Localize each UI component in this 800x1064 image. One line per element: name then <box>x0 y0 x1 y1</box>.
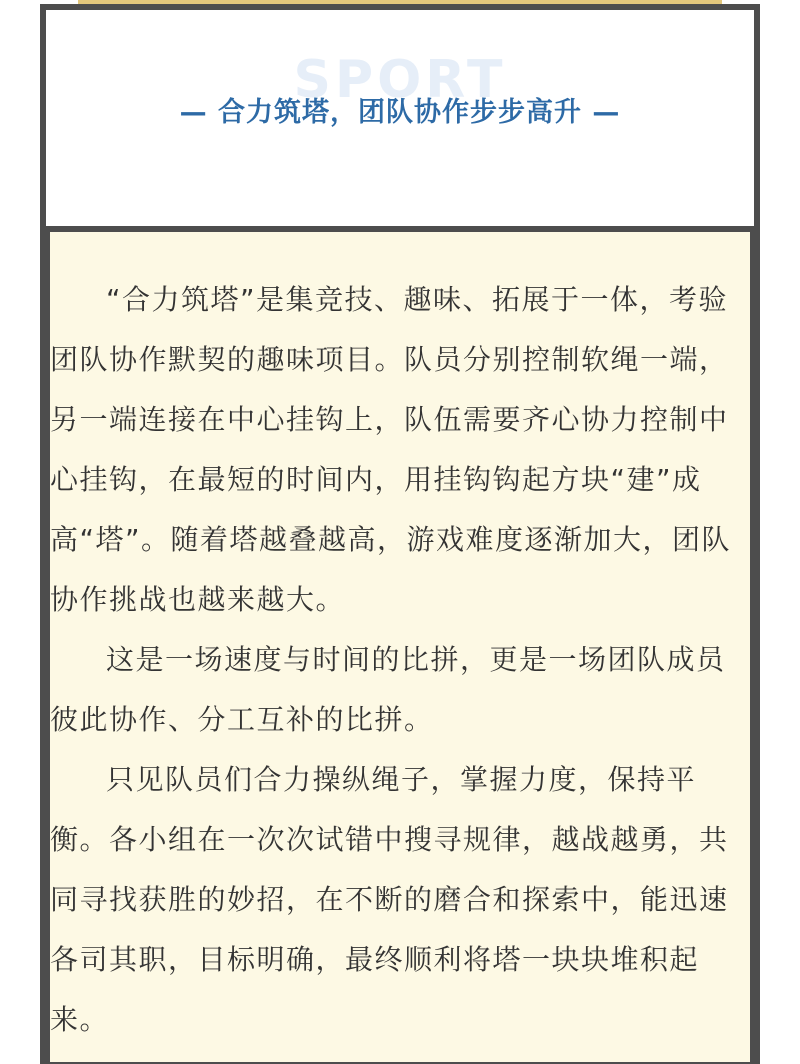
paragraph-2: 这是一场速度与时间的比拼，更是一场团队成员彼此协作、分工互补的比拼。 <box>50 643 726 736</box>
paragraph-1: “合力筑塔”是集竞技、趣味、拓展于一体，考验团队协作默契的趣味项目。队员分别控制软绳一端，另一端连接在中心挂钩上，队伍需要齐心协力控制中心挂钩，在最短的时间内，用挂钩钩起方块“建”成高“塔”。随着塔越叠越高，游戏难度逐渐加大，团队协作挑战也越来越大。 <box>50 283 732 616</box>
article-text <box>50 270 750 1050</box>
sport-watermark: SPORT <box>293 50 507 110</box>
section-header <box>46 10 754 226</box>
paragraph-3: 只见队员们合力操纵绳子，掌握力度，保持平衡。各小组在一次次试错中搜寻规律，越战越勇，共同寻找获胜的妙招，在不断的磨合和探索中，能迅速各司其职，目标明确，最终顺利将塔一块块堆积起来。 <box>50 763 729 1036</box>
article-body <box>50 232 750 1062</box>
section-title: — 合力筑塔，团队协作步步高升 — <box>179 97 621 128</box>
